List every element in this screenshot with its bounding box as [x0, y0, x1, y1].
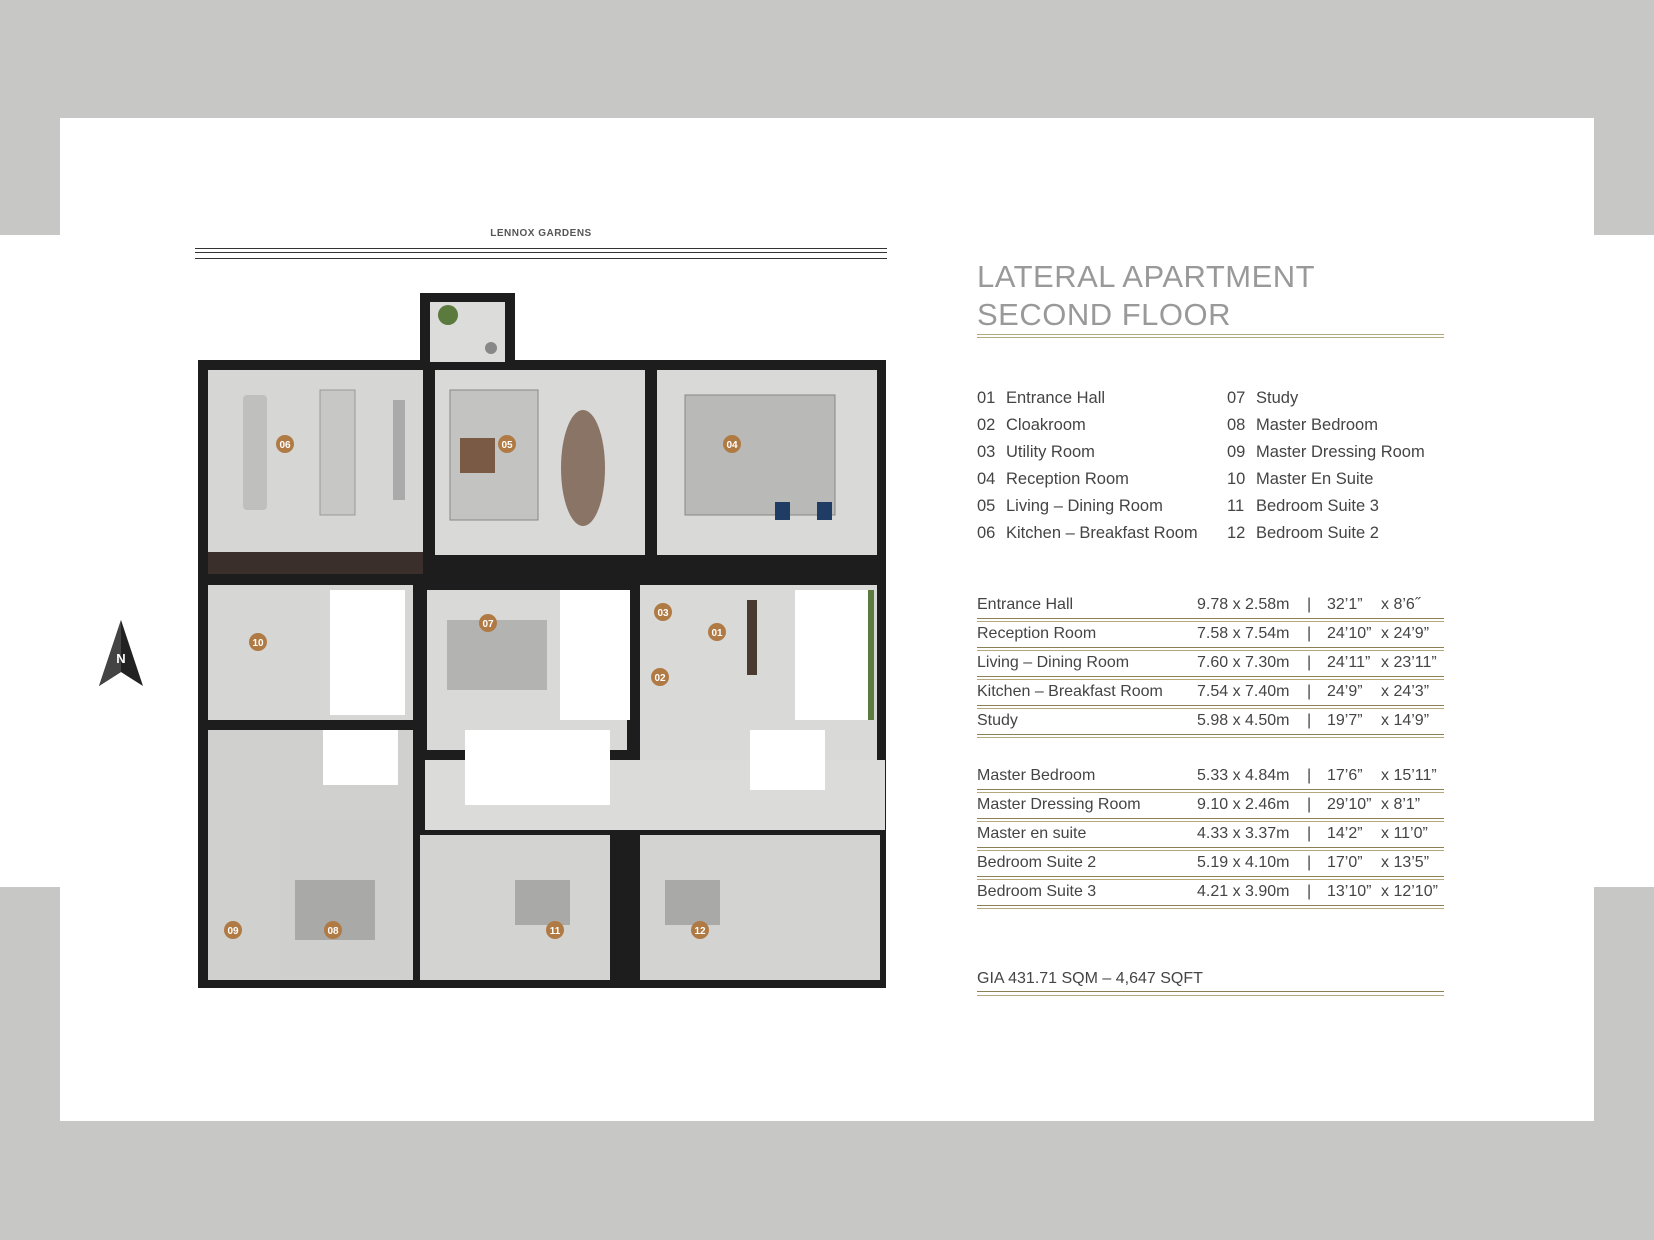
- svg-text:12: 12: [694, 926, 706, 937]
- svg-text:03: 03: [657, 608, 669, 619]
- svg-text:06: 06: [279, 440, 291, 451]
- plant-icon: [438, 305, 458, 325]
- lightwell-6: [750, 730, 825, 790]
- gia-rule-1: [977, 991, 1444, 992]
- street-label: LENNOX GARDENS: [490, 228, 592, 239]
- dimension-row: Kitchen – Breakfast Room 7.54 x 7.40m | 24’9” x 24’3”: [977, 679, 1444, 708]
- dimension-row: Master Dressing Room 9.10 x 2.46m | 29’10” x 8’1”: [977, 792, 1444, 821]
- legend-item: 05 Living – Dining Room: [977, 497, 1163, 515]
- lightwell-3: [795, 590, 870, 720]
- page-left-wing: [0, 235, 60, 887]
- legend-item: 11 Bedroom Suite 3: [1227, 497, 1379, 515]
- page-title: [977, 258, 1315, 334]
- kitchen-counter: [393, 400, 405, 500]
- title-rule-2: [977, 337, 1444, 338]
- armchair-icon: [775, 502, 790, 520]
- legend-item: 09 Master Dressing Room: [1227, 443, 1425, 461]
- svg-text:01: 01: [711, 628, 723, 639]
- svg-text:04: 04: [726, 440, 738, 451]
- dimension-row: Study 5.98 x 4.50m | 19’7” x 14’9”: [977, 708, 1444, 737]
- svg-text:09: 09: [227, 926, 239, 937]
- svg-text:11: 11: [549, 926, 561, 937]
- kitchen-island: [320, 390, 355, 515]
- svg-text:10: 10: [252, 638, 264, 649]
- title-line-2: SECOND FLOOR: [977, 297, 1232, 332]
- kitchen-joinery: [208, 552, 423, 574]
- bed-suite-3: [515, 880, 570, 925]
- lightwell-2: [560, 590, 630, 720]
- legend-item: 10 Master En Suite: [1227, 470, 1374, 488]
- legend-item: 06 Kitchen – Breakfast Room: [977, 524, 1198, 542]
- bed-suite-2: [665, 880, 720, 925]
- legend-item: 12 Bedroom Suite 2: [1227, 524, 1379, 542]
- svg-text:05: 05: [501, 440, 513, 451]
- study-desk: [447, 620, 547, 690]
- svg-text:07: 07: [482, 619, 494, 630]
- hall-console: [747, 600, 757, 675]
- legend-item: 01 Entrance Hall: [977, 389, 1106, 407]
- green-wall: [868, 590, 874, 720]
- dining-table: [561, 410, 605, 526]
- dimension-row: Reception Room 7.58 x 7.54m | 24’10” x 24’9”: [977, 621, 1444, 650]
- svg-text:08: 08: [327, 926, 339, 937]
- room-kitchen: [208, 370, 423, 555]
- legend-item: 04 Reception Room: [977, 470, 1129, 488]
- north-arrow-icon: [96, 618, 146, 688]
- dimension-row: Entrance Hall 9.78 x 2.58m | 32’1” x 8’6˝: [977, 592, 1444, 621]
- reception-sofa: [685, 395, 835, 515]
- room-legend-left: [977, 385, 1198, 547]
- floor-plan: [195, 290, 895, 1010]
- terrace-stool-icon: [485, 342, 497, 354]
- page-right-wing: [1594, 235, 1654, 887]
- kitchen-table: [243, 395, 267, 510]
- north-label: N: [116, 651, 126, 666]
- legend-item: 03 Utility Room: [977, 443, 1095, 461]
- street-line-1: [195, 248, 887, 249]
- svg-text:02: 02: [654, 673, 666, 684]
- street-line-3: [195, 258, 887, 259]
- street-line-2: [195, 252, 887, 253]
- dimension-row: Master en suite 4.33 x 3.37m | 14’2” x 11’0”: [977, 821, 1444, 850]
- lightwell-1: [330, 590, 405, 715]
- armchair-icon-2: [817, 502, 832, 520]
- coffee-table: [460, 438, 495, 473]
- gia-area: GIA 431.71 SQM – 4,647 SQFT: [977, 970, 1203, 987]
- lightwell-5: [465, 730, 610, 805]
- legend-item: 08 Master Bedroom: [1227, 416, 1378, 434]
- dimension-row: Master Bedroom 5.33 x 4.84m | 17’6” x 15’11”: [977, 763, 1444, 792]
- title-rule-1: [977, 334, 1444, 335]
- room-legend-right: [1227, 385, 1425, 547]
- legend-item: 02 Cloakroom: [977, 416, 1086, 434]
- legend-item: 07 Study: [1227, 389, 1299, 407]
- dimension-row: Living – Dining Room 7.60 x 7.30m | 24’11” x 23’11”: [977, 650, 1444, 679]
- title-line-1: LATERAL APARTMENT: [977, 259, 1316, 294]
- dimension-row: Bedroom Suite 3 4.21 x 3.90m | 13’10” x 12’10”: [977, 879, 1444, 908]
- lightwell-4: [323, 730, 398, 785]
- gia-rule-2: [977, 995, 1444, 996]
- dimension-row: Bedroom Suite 2 5.19 x 4.10m | 17’0” x 13’5”: [977, 850, 1444, 879]
